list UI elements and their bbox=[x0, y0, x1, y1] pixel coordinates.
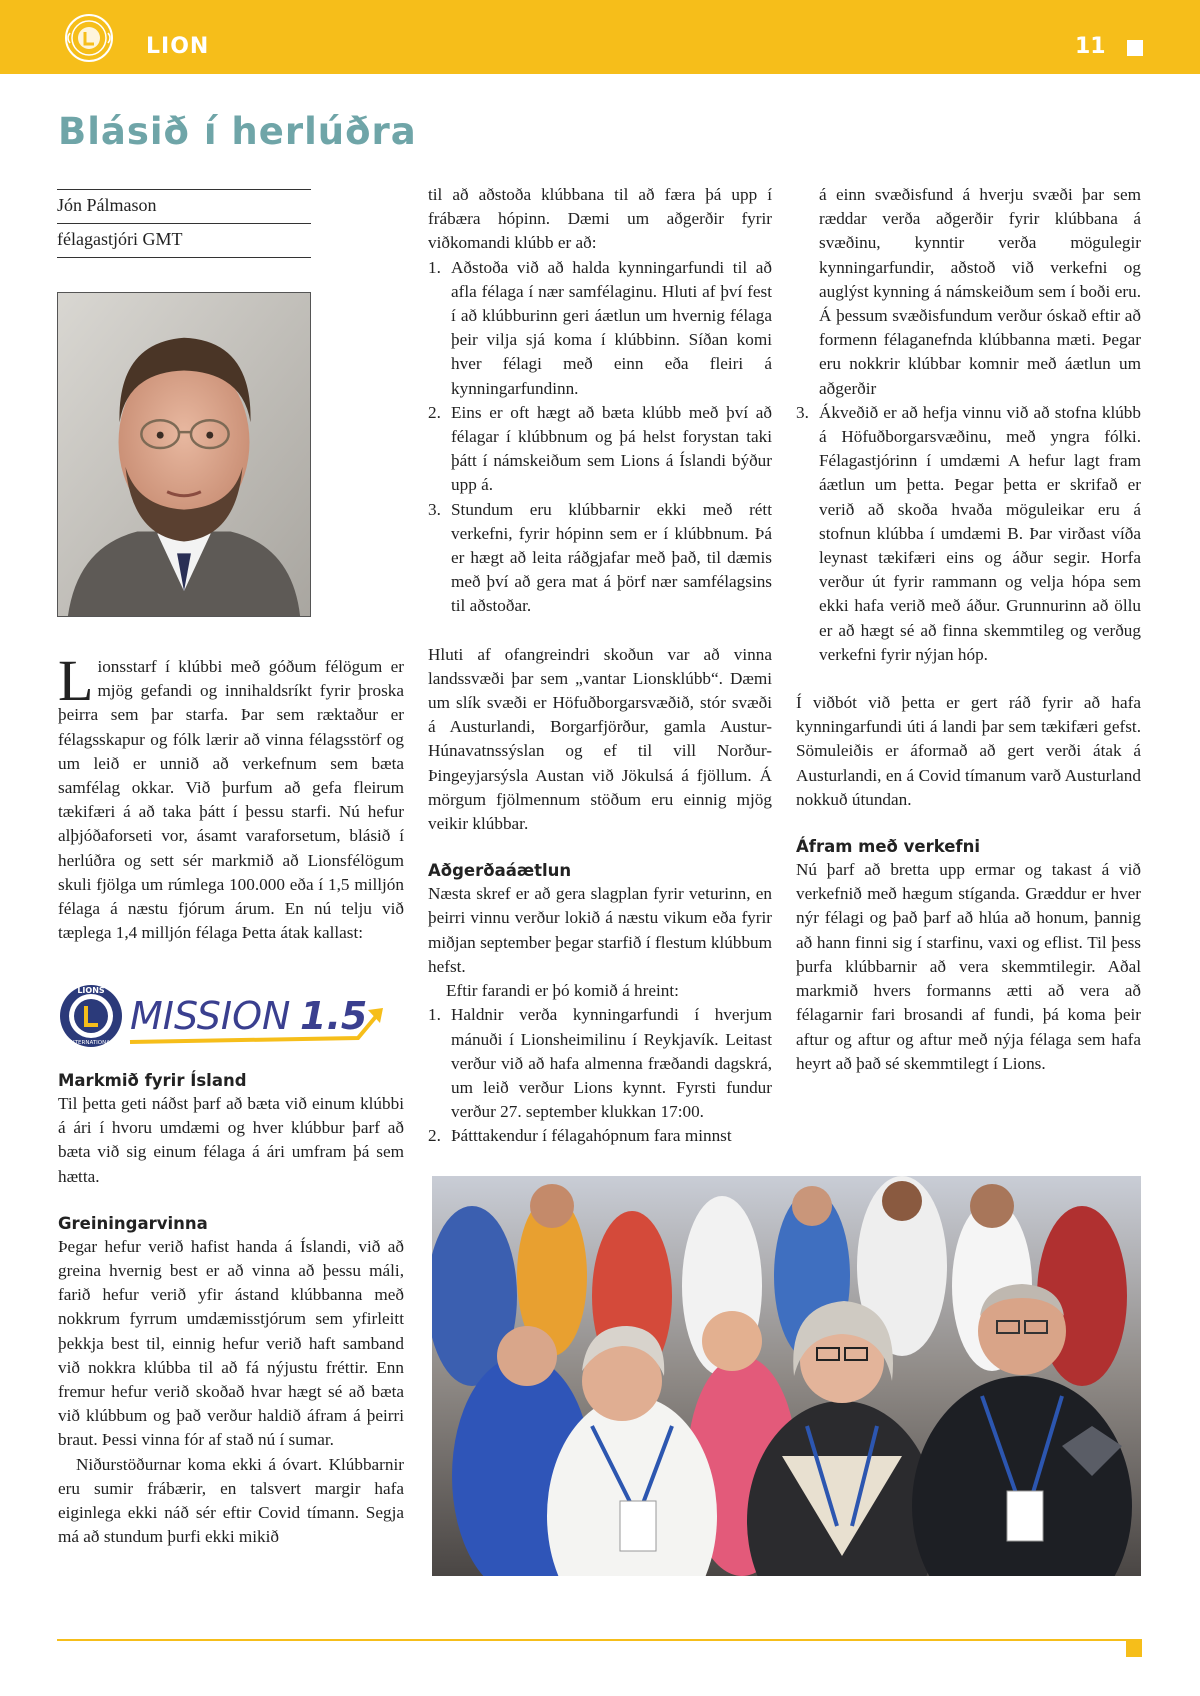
list-item: 3. Ákveðið er að hefja vinnu við að stofna klúbb á Höfuðborgarsvæðinu, með yngra fólki. Félagastjórinn í umdæmi A hefur lagt fram áætlun um þetta. Þegar þetta er skrifað er verið að skoða hvaða möguleikar eru á stofnun klúbba í umdæmi B. Þar virðast víða leynast tækifæri eins og áður segir. Horfa verður út fyrir rammann og velja hópa sem ekki hafa verið með áður. Grunnurinn að öllu er að hægt sé að finna skemmtileg og verðug verkefni fyrir nýjan hóp. bbox=[796, 402, 1141, 664]
mission-badge-top: LIONS bbox=[77, 986, 105, 995]
action-list-2 bbox=[428, 1003, 772, 1148]
list-item: 1. Haldnir verða kynningarfundi í hverjum mánuði í Lionsheimilinu í Reykjavík. Leitast verður við að hafa almenna fræðandi dagskrá, um leið verður Lions kynnt. Fyrsti fundur verður 27. september klukkan 17:00. bbox=[428, 1005, 772, 1122]
list-item: 2. Þátttakendur í félagahópnum fara minnst bbox=[428, 1126, 732, 1146]
paragraph-markmid: Til þetta geti náðst þarf að bæta við einum klúbbi á ári í hvoru umdæmi og hver klúbbur þarf að bæta við sig einum félaga á ári umfram þá sem hætta. bbox=[58, 1094, 404, 1186]
paragraph-greining-2: Niðurstöðurnar koma ekki á óvart. Klúbbarnir eru sumir frábærir, en talsvert margir hafa eiginlega ekki náð sér eftir Covid tímann. Segja má að stundum þurfi ekki mikið bbox=[58, 1454, 404, 1547]
paragraph-col2-4: Eftir farandi er þó komið á hreint: bbox=[446, 981, 679, 1001]
page-number: 11 bbox=[1075, 34, 1106, 59]
heading-adgerdaaaetlun: Aðgerðaáætlun bbox=[428, 861, 572, 881]
paragraph-col2-1: til að aðstoða klúbbana til að færa þá upp í frábæra hópinn. Dæmi um aðgerðir fyrir viðkomandi klúbb er að: bbox=[428, 185, 772, 253]
list-item: 2. Eins er oft hægt að bæta klúbb með því að félagar í klúbbnum og þá helst forystan taki þátt í námskeiðum sem Lions á Íslandi býður upp á. bbox=[428, 402, 772, 495]
column-3 bbox=[796, 183, 1141, 1076]
column-1-intro bbox=[58, 648, 404, 945]
heading-markmid: Markmið fyrir Ísland bbox=[58, 1071, 247, 1090]
heading-greining: Greiningarvinna bbox=[58, 1213, 208, 1233]
paragraph-col3-1: Í viðbót við þetta er gert ráð fyrir að hafa kynningarfundi úti á landi þar sem tækifæri gefst. Sömuleiðis er áformað að gert verði átak á Austurlandi, en á Covid tímanum varð Austurland nokkuð útundan. bbox=[796, 693, 1141, 809]
paragraph-col3-2: Nú þarf að bretta upp ermar og takast á við verkefnið með hægum stíganda. Græddur er hver nýr félagi og það þarf að hlúa að honum, þannig að hann finni sig í starfinu, vaxi og eflist. Til þess þurfa klúbbarnir að vera skemmtilegir. Aðal markmið hvers formanns ætti að vera að félagarnir fari brosandi af fundi, þá koma þeir aftur og aftur og aftur með nýja félaga sem hafa heyrt að það sé skemmtilegt í Lions. bbox=[796, 860, 1141, 1073]
intro-paragraph: ionsstarf í klúbbi með góðum félögum er mjög gefandi og innihaldsríkt fyrir þroska þeirra sem þar starfa. Þar sem ræktaður er félagsskapur og fólk lærir að vinna félagsstörf og um leið er unnið að verkefnum sem bæta samfélag okkar. Við þurfum að gefa fleirum tækifæri á að taka þátt í þessu starfi. Nú hefur alþjóðaforseti vor, ásamt varaforsetum, blásið í herlúðra og sett sér markmið að Lionsfélögum skuli fjölga um rúmlega 100.000 eða í 1,5 milljón félaga á næstu fjórum árum. En nú telju við tæplega 1,4 milljón félaga Þetta átak kallast: bbox=[58, 657, 404, 943]
byline-rule bbox=[57, 257, 311, 258]
mission-badge-bottom: INTERNATIONAL bbox=[68, 1040, 114, 1046]
footer-square-marker bbox=[1126, 1641, 1142, 1657]
mission-1-5-logo bbox=[58, 980, 398, 1052]
byline bbox=[57, 189, 311, 258]
author-name: Jón Pálmason bbox=[57, 195, 157, 215]
paragraph-greining-1: Þegar hefur verið hafist handa á Íslandi, við að greina hvernig best er að vinna að þessu máli, farið hefur verið yfir ástand klúbbanna með nokkrum fyrrum umdæmisstjórum sem yfirleitt þekkja best til, einnig hefur verið haft samband við nokkra klúbba til að fá nýjustu fréttir. Enn fremur hefur verið skoðað hvar hægt sé að bæta við klúbbum og það verður haldið áfram á þeirri braut. Þessi vinna fór af stað nú í sumar. bbox=[58, 1236, 404, 1450]
footer-rule bbox=[57, 1639, 1142, 1641]
brand-name: LION bbox=[146, 34, 210, 59]
heading-afram: Áfram með verkefni bbox=[796, 837, 981, 857]
mission-text-number: 1.5 bbox=[300, 994, 368, 1038]
list-item: 1. Aðstoða við að halda kynningarfundi til að afla félaga í nær samfélaginu. Hluti af því fest í að klúbburinn geri áætlun um hvernig félaga þeir vilja sjá koma í klúbbinn. Síðan komi hver félagi með einn eða fleiri á kynningarfundinn. bbox=[428, 257, 772, 398]
list-continuation: á einn svæðisfund á hverju svæði þar sem ræddar verða aðgerðir fyrir klúbbana á svæðinu, kynntir verða mögulegir kynningarfundir, aðstoð við verkefni og auglýst kynning á námskeiðum sem í boði eru. Á þessum svæðisfundum verður óskað eftir að formenn félaganefnda klúbbanna mæti. Þegar eru nokkrir klúbbar komnir með áætlun um aðgerðir bbox=[819, 185, 1141, 398]
event-audience-photo bbox=[432, 1176, 1141, 1576]
header-bar bbox=[0, 0, 1200, 74]
author-role: félagastjóri GMT bbox=[57, 229, 183, 249]
drop-cap: L bbox=[58, 648, 94, 713]
article-title: Blásið í herlúðra bbox=[58, 110, 417, 153]
lions-logo-icon bbox=[64, 13, 114, 63]
column-1-sections bbox=[58, 1070, 404, 1549]
action-list-1 bbox=[428, 256, 772, 619]
author-portrait-photo bbox=[57, 292, 311, 617]
mission-text-main: MISSION bbox=[130, 994, 291, 1038]
page-marker-square bbox=[1127, 40, 1143, 56]
list-item: 3. Stundum eru klúbbarnir ekki með rétt verkefni, fyrir hópinn sem er í klúbbnum. Þá er hægt að leita ráðgjafar með það, til dæmis með því að gera mat á þörf nær samfélagsins til aðstoðar. bbox=[428, 499, 772, 616]
paragraph-col2-3: Næsta skref er að gera slagplan fyrir veturinn, en þeirri vinnu verður lokið á næstu vikum eða fyrir miðjan september þegar starfið í flestum klúbbum hefst. bbox=[428, 884, 772, 976]
column-2 bbox=[428, 183, 772, 1149]
paragraph-col2-2: Hluti af ofangreindri skoðun var að vinna landssvæði þar sem „vantar Lionsklúbb“. Dæmi um slík svæði er Höfuðborgarsvæðið, stór svæði á Austurlandi, Borgarfjörður, gamla Austur-Húnavatnssýslan og ef til vill Norður-Þingeyjarsýsla Austan við Jökulsá á fjöllum. Á mörgum fjölmennum stöðum eru einnig mjög veikir klúbbar. bbox=[428, 644, 772, 834]
action-list-2-continued bbox=[796, 401, 1141, 667]
